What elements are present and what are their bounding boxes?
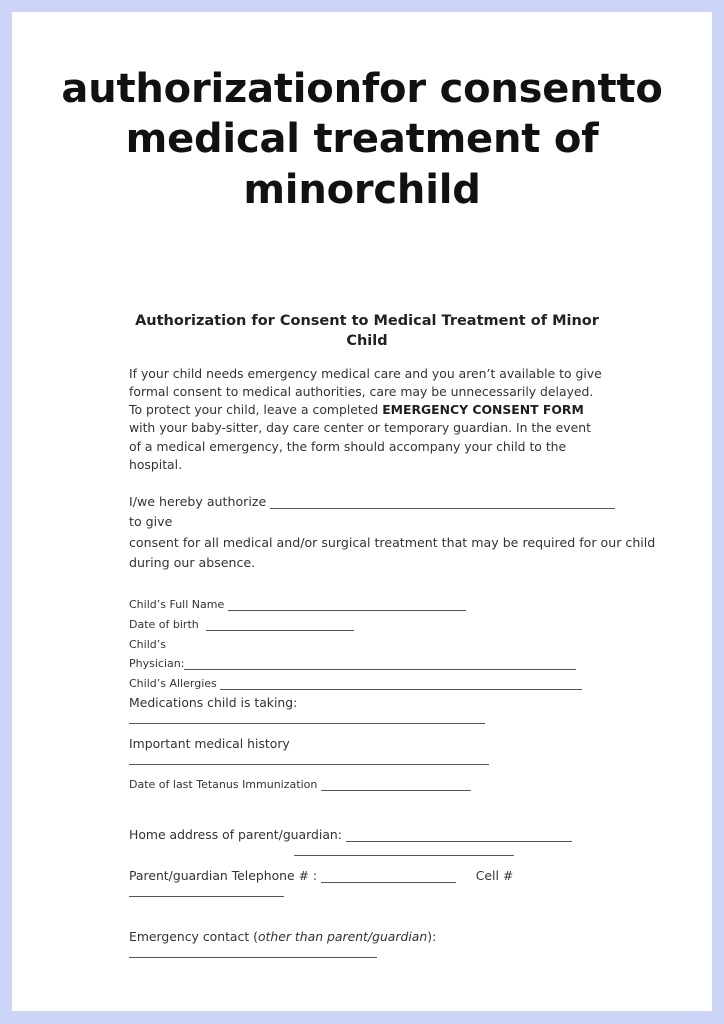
authorize-label: I/we hereby authorize — [129, 493, 267, 509]
form-title: Authorization for Consent to Medical Treatment of Minor Child — [135, 313, 599, 349]
field-tetanus-blank[interactable] — [321, 790, 471, 791]
emergency-label-suffix: ): — [427, 929, 437, 945]
intro-text-part2: with your baby-sitter, day care center or temporary guardian. In the event of a medical emergency, the form should accompany your child to the hospital. — [129, 420, 591, 472]
emergency-label-italic: other than parent/guardian — [257, 929, 428, 945]
consent-line: consent for all medical and/or surgical treatment that may be required for our child — [129, 534, 656, 550]
child-fields-group — [117, 595, 617, 693]
page-title: authorizationfor consentto medical treatment of minorchild — [61, 66, 663, 213]
field-date-of-birth-blank[interactable] — [206, 630, 354, 631]
field-telephone-blank[interactable] — [321, 882, 456, 883]
field-home-address — [129, 825, 605, 845]
field-emergency-contact-blank[interactable] — [129, 957, 377, 958]
field-childs-prefix: Child’s — [129, 637, 166, 651]
field-tetanus-label: Date of last Tetanus Immunization — [129, 778, 318, 792]
authorize-line — [129, 492, 605, 512]
field-physician-blank[interactable] — [184, 669, 576, 670]
field-physician — [129, 654, 605, 674]
field-home-address-blank[interactable] — [346, 841, 572, 842]
contact-group — [117, 825, 617, 897]
field-child-allergies-label: Child’s Allergies — [129, 676, 217, 690]
field-tetanus — [129, 775, 605, 795]
emergency-contact-group — [117, 927, 617, 958]
intro-text-part1: If your child needs emergency medical care and you aren’t available to give formal consent to medical authorities, care may be unnecessarily delayed. To protect your child, leave a completed — [129, 366, 602, 418]
to-give-line: to give — [129, 514, 173, 530]
field-medications-label: Medications child is taking: — [129, 695, 298, 711]
authorization-block — [117, 492, 656, 574]
field-child-full-name-blank[interactable] — [228, 610, 466, 611]
emergency-label-prefix: Emergency contact ( — [129, 929, 258, 945]
field-date-of-birth-label: Date of birth — [129, 617, 199, 631]
document-page — [12, 12, 712, 1011]
authorize-blank[interactable] — [270, 508, 615, 509]
field-physician-label: Physician: — [129, 657, 185, 671]
absence-line: during our absence. — [129, 554, 256, 570]
field-cell-label: Cell # — [475, 868, 514, 884]
field-medical-history-label: Important medical history — [129, 736, 290, 752]
field-child-allergies-blank[interactable] — [220, 689, 582, 690]
field-date-of-birth — [129, 615, 605, 635]
field-home-address-label: Home address of parent/guardian: — [129, 827, 342, 842]
field-child-full-name — [129, 595, 605, 615]
field-emergency-contact-label — [129, 927, 605, 947]
medical-fields-group — [117, 693, 617, 795]
field-child-allergies — [129, 674, 605, 694]
field-telephone — [129, 866, 605, 886]
document-content — [117, 312, 656, 958]
field-child-full-name-label: Child’s Full Name — [129, 598, 225, 612]
field-telephone-label: Parent/guardian Telephone # : — [129, 868, 318, 884]
emergency-consent-form-emphasis: EMERGENCY CONSENT FORM — [382, 402, 584, 418]
intro-paragraph — [117, 365, 617, 474]
